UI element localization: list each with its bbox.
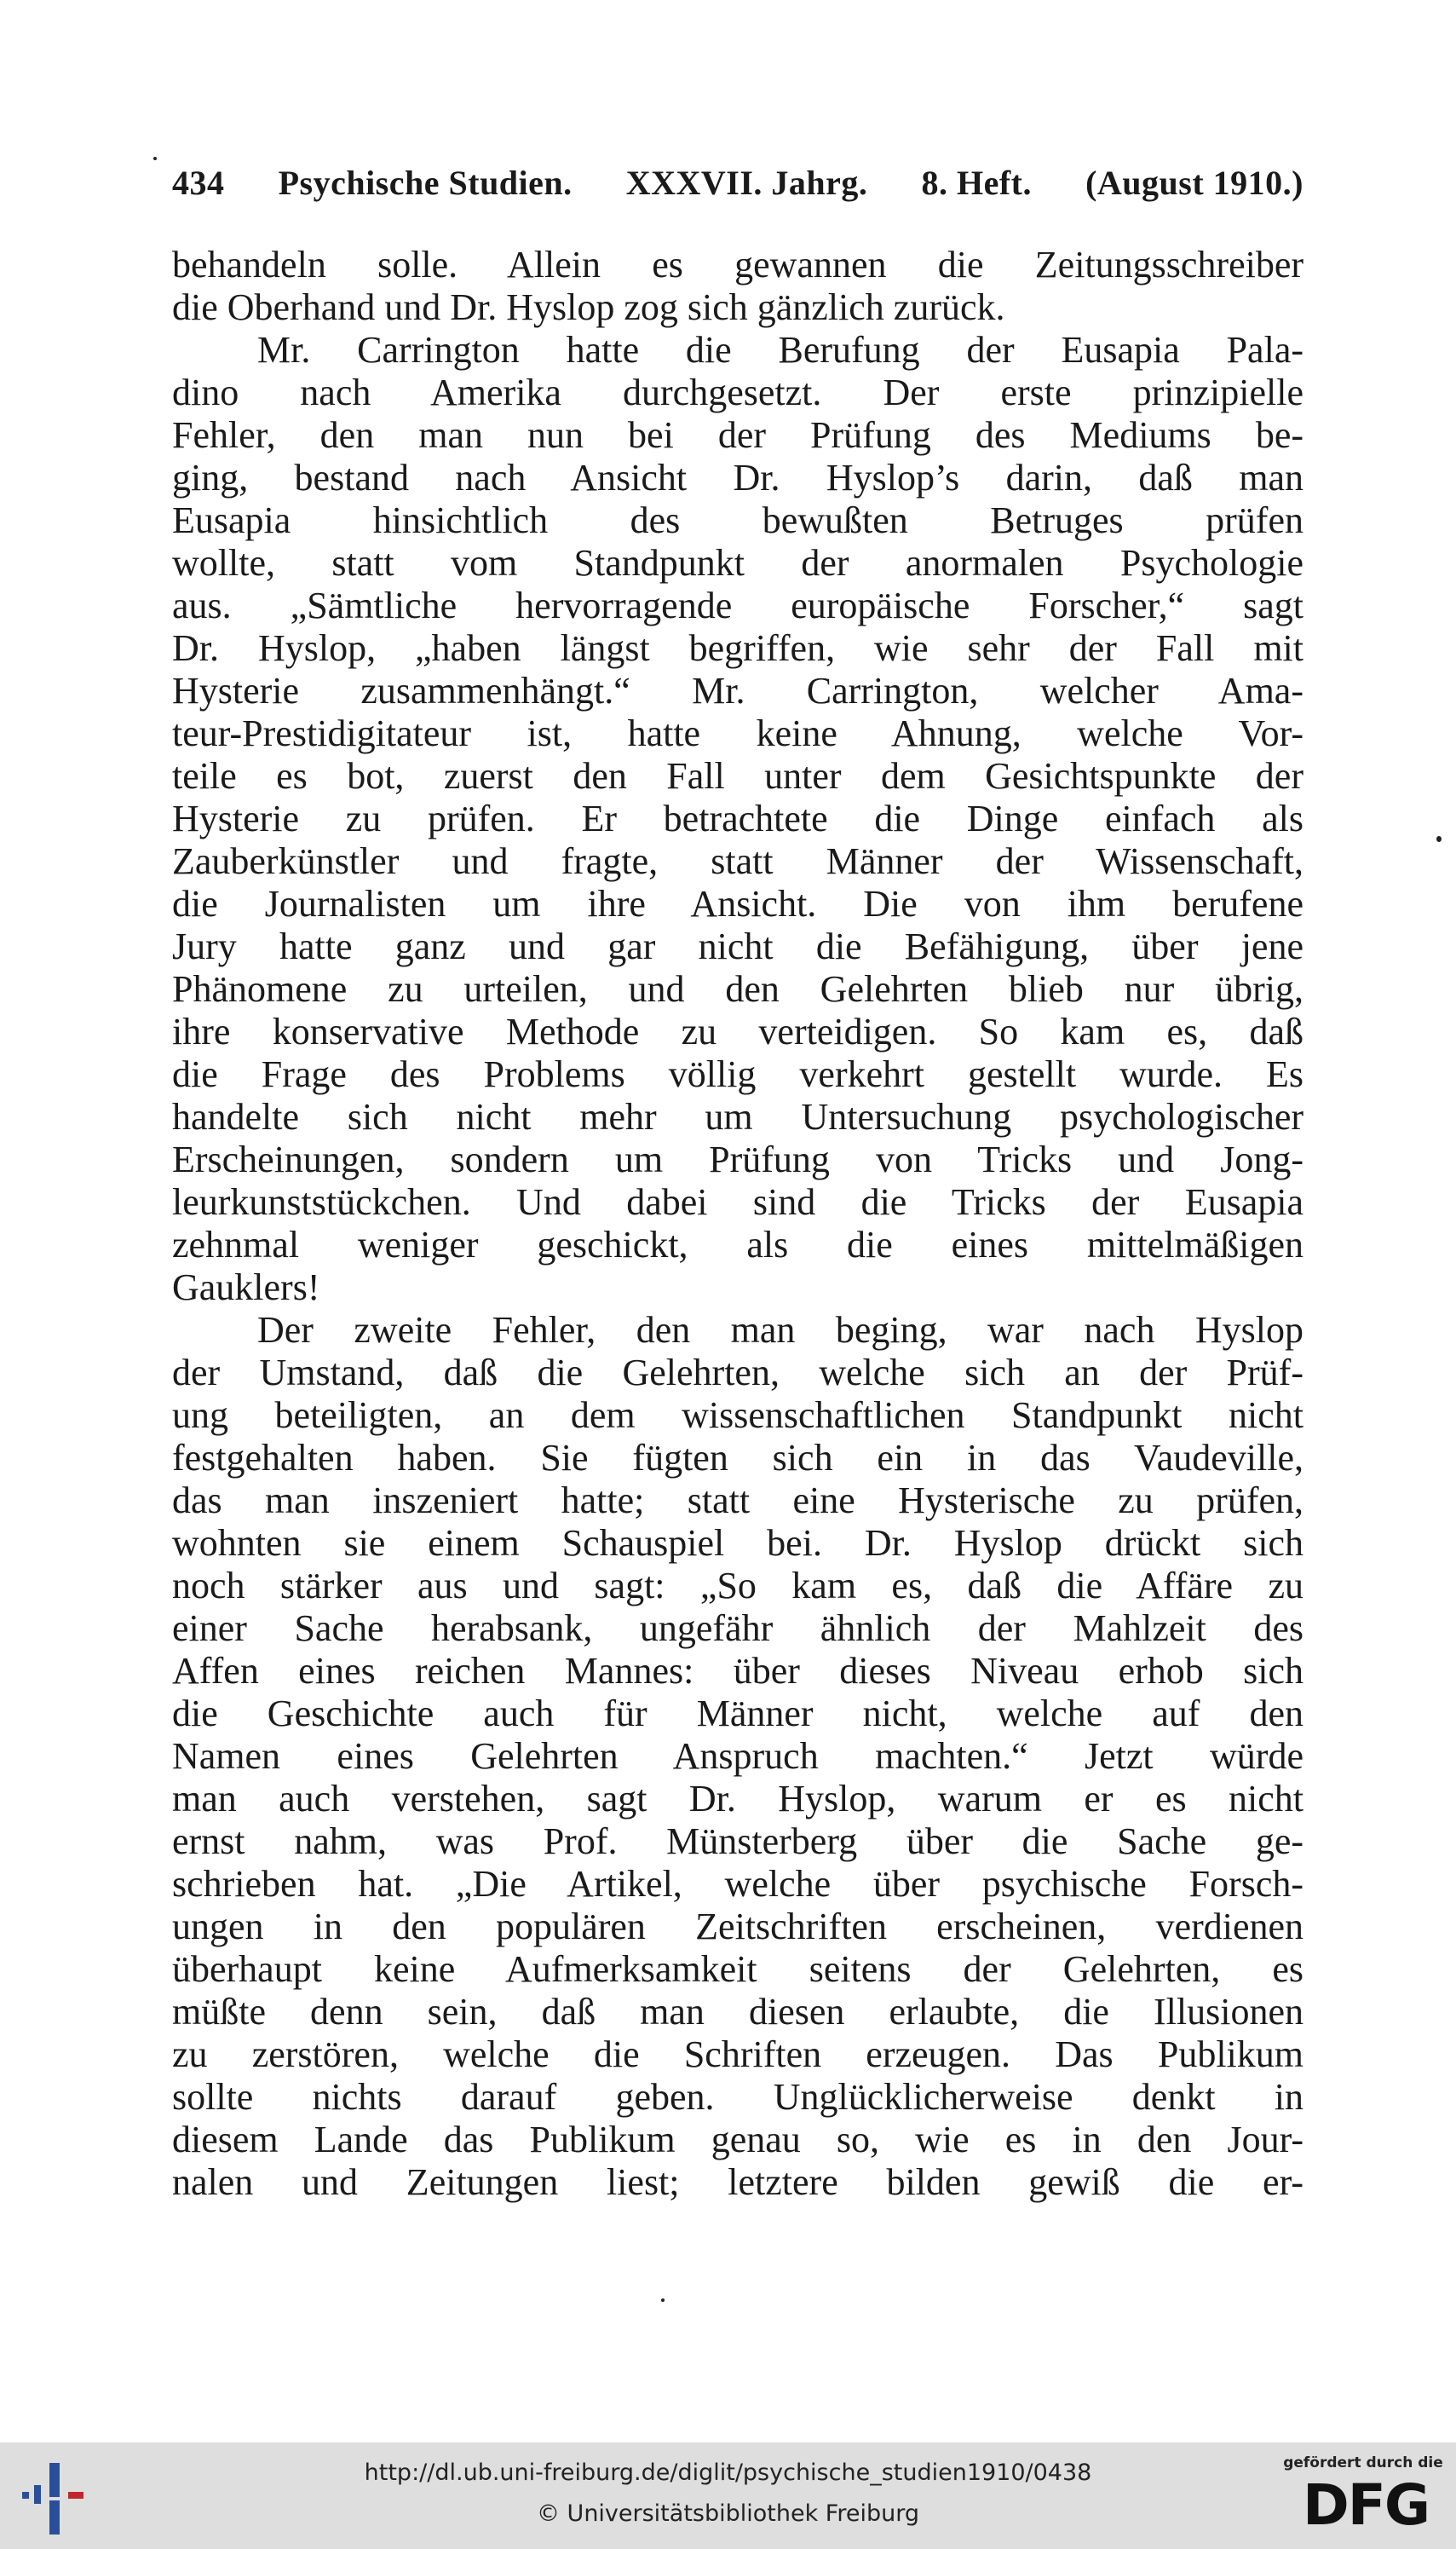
speck-mark	[153, 157, 157, 160]
text-line: diesem Lande das Publikum genau so, wie es in den Jour-	[172, 2119, 1303, 2160]
text-line: müßte denn sein, daß man diesen erlaubte, die Illusionen	[172, 1991, 1303, 2033]
text-line: teur-Prestidigitateur ist, hatte keine Ahnung, welche Vor-	[172, 712, 1303, 754]
text-line: Namen eines Gelehrten Anspruch machten.“ Jetzt würde	[172, 1735, 1303, 1777]
text-line: behandeln solle. Allein es gewannen die Zeitungsschreiber	[172, 244, 1303, 285]
text-line: Erscheinungen, sondern um Prüfung von Tricks und Jong-	[172, 1139, 1303, 1180]
text-line: ihre konservative Methode zu verteidigen. So kam es, daß	[172, 1011, 1303, 1052]
text-line: der Umstand, daß die Gelehrten, welche sich an der Prüf-	[172, 1352, 1303, 1393]
text-line: Jury hatte ganz und gar nicht die Befähigung, über jene	[172, 926, 1303, 967]
text-line: sollte nichts darauf geben. Unglücklicherweise denkt in	[172, 2076, 1303, 2118]
text-line: wohnten sie einem Schauspiel bei. Dr. Hyslop drückt sich	[172, 1522, 1303, 1564]
copyright-notice: © Universitätsbibliothek Freiburg	[536, 2500, 920, 2527]
text-line: ung beteiligten, an dem wissenschaftlichen Standpunkt nicht	[172, 1394, 1303, 1436]
text-line: die Oberhand und Dr. Hyslop zog sich gänzlich zurück.	[172, 286, 1005, 328]
text-line: aus. „Sämtliche hervorragende europäische Forscher,“ sagt	[172, 585, 1303, 626]
text-line: ging, bestand nach Ansicht Dr. Hyslop’s darin, daß man	[172, 457, 1303, 499]
text-line: nalen und Zeitungen liest; letztere bilden gewiß die er-	[172, 2161, 1303, 2203]
text-line: schrieben hat. „Die Artikel, welche über psychische Forsch-	[172, 1863, 1303, 1905]
text-line: überhaupt keine Aufmerksamkeit seitens der Gelehrten, es	[172, 1948, 1303, 1990]
text-line: Gauklers!	[172, 1266, 320, 1308]
digitization-footer	[0, 2442, 1456, 2549]
journal-title: Psychische Studien.	[278, 164, 573, 202]
text-line: man auch verstehen, sagt Dr. Hyslop, warum er es nicht	[172, 1778, 1303, 1819]
text-line: handelte sich nicht mehr um Untersuchung psychologischer	[172, 1096, 1303, 1138]
dfg-wordmark: DFG	[1302, 2472, 1430, 2538]
text-line: wollte, statt vom Standpunkt der anormalen Psychologie	[172, 542, 1303, 584]
source-url-link[interactable]: http://dl.ub.uni-freiburg.de/diglit/psychische_studien1910/0438	[364, 2460, 1092, 2486]
text-line: dino nach Amerika durchgesetzt. Der erste prinzipielle	[172, 372, 1303, 413]
text-line: zu zerstören, welche die Schriften erzeugen. Das Publikum	[172, 2033, 1303, 2075]
text-line: zehnmal weniger geschickt, als die eines mittelmäßigen	[172, 1224, 1303, 1266]
text-line: Affen eines reichen Mannes: über dieses Niveau erhob sich	[172, 1650, 1303, 1692]
text-line: ernst nahm, was Prof. Münsterberg über die Sache ge-	[172, 1820, 1303, 1862]
text-line: ungen in den populären Zeitschriften erscheinen, verdienen	[172, 1906, 1303, 1947]
speck-mark	[661, 2298, 665, 2302]
speck-mark	[1436, 836, 1442, 842]
body-text	[172, 244, 1303, 2204]
text-line: Hysterie zu prüfen. Er betrachtete die Dinge einfach als	[172, 798, 1303, 839]
paragraph-start-line: Der zweite Fehler, den man beging, war nach Hyslop	[257, 1309, 1303, 1351]
text-line: Hysterie zusammenhängt.“ Mr. Carrington, welcher Ama-	[172, 670, 1303, 712]
text-line: Dr. Hyslop, „haben längst begriffen, wie sehr der Fall mit	[172, 627, 1303, 669]
text-line: Fehler, den man nun bei der Prüfung des Mediums be-	[172, 414, 1303, 456]
text-line: noch stärker aus und sagt: „So kam es, daß die Affäre zu	[172, 1565, 1303, 1606]
text-line: die Journalisten um ihre Ansicht. Die von ihm berufene	[172, 883, 1303, 925]
text-line: leurkunststückchen. Und dabei sind die Tricks der Eusapia	[172, 1181, 1303, 1223]
text-line: die Frage des Problems völlig verkehrt gestellt wurde. Es	[172, 1053, 1303, 1095]
text-line: das man inszeniert hatte; statt eine Hysterische zu prüfen,	[172, 1479, 1303, 1521]
text-line: einer Sache herabsank, ungefähr ähnlich der Mahlzeit des	[172, 1607, 1303, 1649]
volume: XXXVII. Jahrg.	[625, 164, 868, 202]
text-line: die Geschichte auch für Männer nicht, welche auf den	[172, 1693, 1303, 1734]
text-line: Eusapia hinsichtlich des bewußten Betruges prüfen	[172, 499, 1303, 541]
dfg-logo	[1278, 2454, 1448, 2540]
text-line: Zauberkünstler und fragte, statt Männer der Wissenschaft,	[172, 840, 1303, 882]
issue-date: (August 1910.)	[1085, 164, 1303, 202]
text-line: festgehalten haben. Sie fügten sich ein in das Vaudeville,	[172, 1437, 1303, 1479]
dfg-caption: gefördert durch die	[1283, 2454, 1443, 2471]
page-number: 434	[172, 164, 225, 202]
paragraph-start-line: Mr. Carrington hatte die Berufung der Eusapia Pala-	[257, 329, 1303, 371]
running-header	[172, 162, 1303, 205]
issue: 8. Heft.	[921, 164, 1032, 202]
text-line: Phänomene zu urteilen, und den Gelehrten blieb nur übrig,	[172, 968, 1303, 1010]
text-line: teile es bot, zuerst den Fall unter dem Gesichtspunkte der	[172, 755, 1303, 797]
